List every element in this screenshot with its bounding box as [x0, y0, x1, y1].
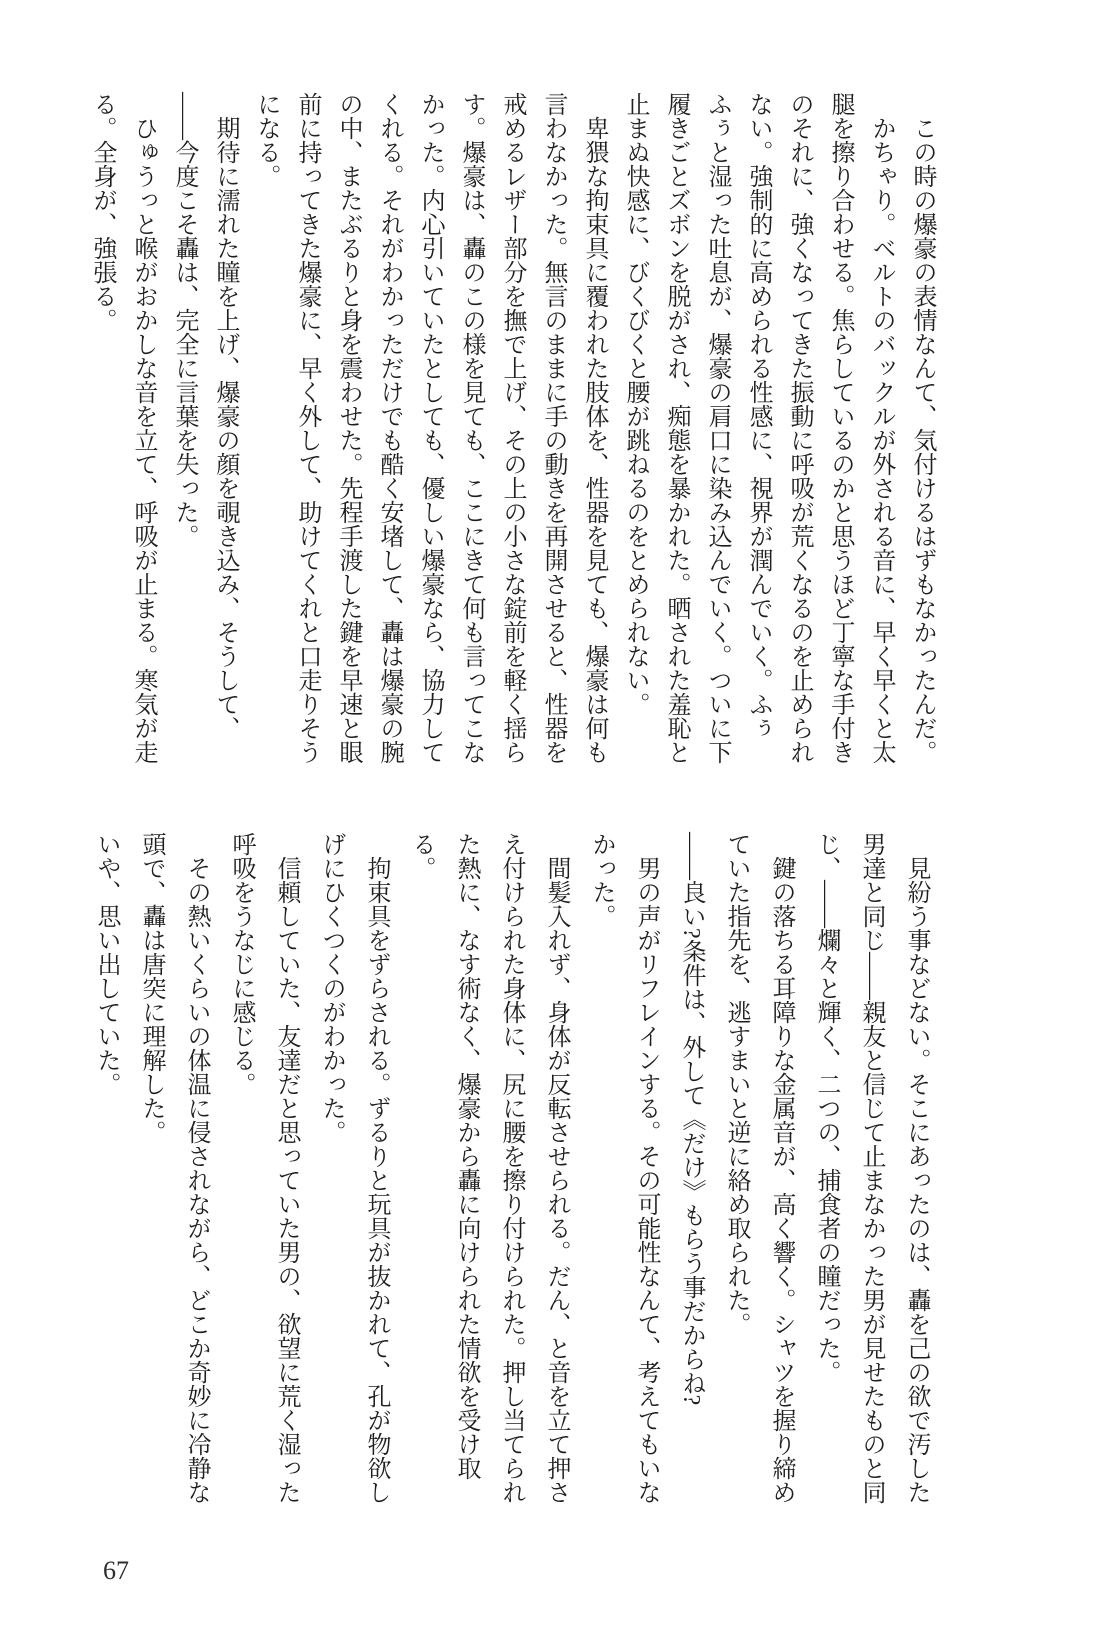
page-number: 67 [103, 1556, 129, 1585]
paragraph: 間髪入れず、身体が反転させられる。だん、と音を立て押さえ付けられた身体に、尻に腰を擦り付けられた。押し当てられた熱に、なす術なく、爆豪から轟に向けられた情欲を受け取る。 [408, 832, 569, 1504]
paragraph: その熱いくらいの体温に侵されながら、どこか奇妙に冷静な頭で、轟は唐突に理解した。 [138, 832, 209, 1504]
paragraph-dialogue: ――良い?条件は、外して《だけ》もらう事だからね? [678, 832, 704, 1406]
paragraph: 信頼していた、友達だと思っていた男の、欲望に荒く湿った呼吸をうなじに感じる。 [228, 832, 299, 1504]
paragraph: ひゅうっと喉がおかしな音を立て、呼吸が止まる。寒気が走る。全身が、強張る。 [89, 92, 156, 764]
paragraph: 見紛う事などない。そこにあったのは、轟を己の欲で汚した男達と同じ――親友と信じて止まなかった男が見せたものと同じ、――爛々と輝く、二つの、捕食者の瞳だった。 [813, 832, 929, 1504]
paragraph: かちゃり。ベルトのバックルが外される音に、早く早くと太腿を擦り合わせる。焦らしているのかと思うほど丁寧な手付きのそれに、強くなってきた振動に呼吸が荒くなるのを止められない。強制的に高められる性感に、視界が潤んでいく。ふぅふぅと湿った吐息が、爆豪の肩口に染み込んでいく。ついに下履きごとズボンを脱がされ、痴態を暴かれた。晒された羞恥と止まぬ快感に、びくびくと腰が跳ねるのをとめられない。 [622, 92, 894, 764]
paragraph: いや、思い出していた。 [93, 832, 119, 1096]
paragraph: 期待に濡れた瞳を上げ、爆豪の顔を覗き込み、そうして、――今度こそ轟は、完全に言葉を失った。 [171, 92, 238, 740]
paragraph: 卑猥な拘束具に覆われた肢体を、性器を見ても、爆豪は何も言わなかった。無言のままに手の動きを再開させると、性器を戒めるレザー部分を撫で上げ、その上の小さな錠前を軽く揺らす。爆豪は、轟のこの様を見ても、ここにきて何も言ってこなかった。内心引いていたとしても、優しい爆豪なら、協力してくれる。それがわかっただけでも酷く安堵して、轟は爆豪の腕の中、またぶるりと身を震わせた。先程手渡した鍵を早速と眼前に持ってきた爆豪に、早く外して、助けてくれと口走りそうになる。 [253, 92, 607, 764]
top-text-block [81, 92, 942, 766]
bottom-text-block [83, 832, 938, 1508]
paragraph: 拘束具をずらされる。ずるりと玩具が抜かれて、孔が物欲しげにひくつくのがわかった。 [318, 832, 389, 1504]
paragraph: この時の爆豪の表情なんて、気付けるはずもなかったんだ。 [909, 116, 935, 764]
paragraph: 鍵の落ちる耳障りな金属音が、高く響く。シャツを握り締めていた指先を、逃すまいと逆に絡め取られた。 [723, 832, 794, 1504]
paragraph: 男の声がリフレインする。その可能性なんて、考えてもいなかった。 [588, 832, 659, 1504]
